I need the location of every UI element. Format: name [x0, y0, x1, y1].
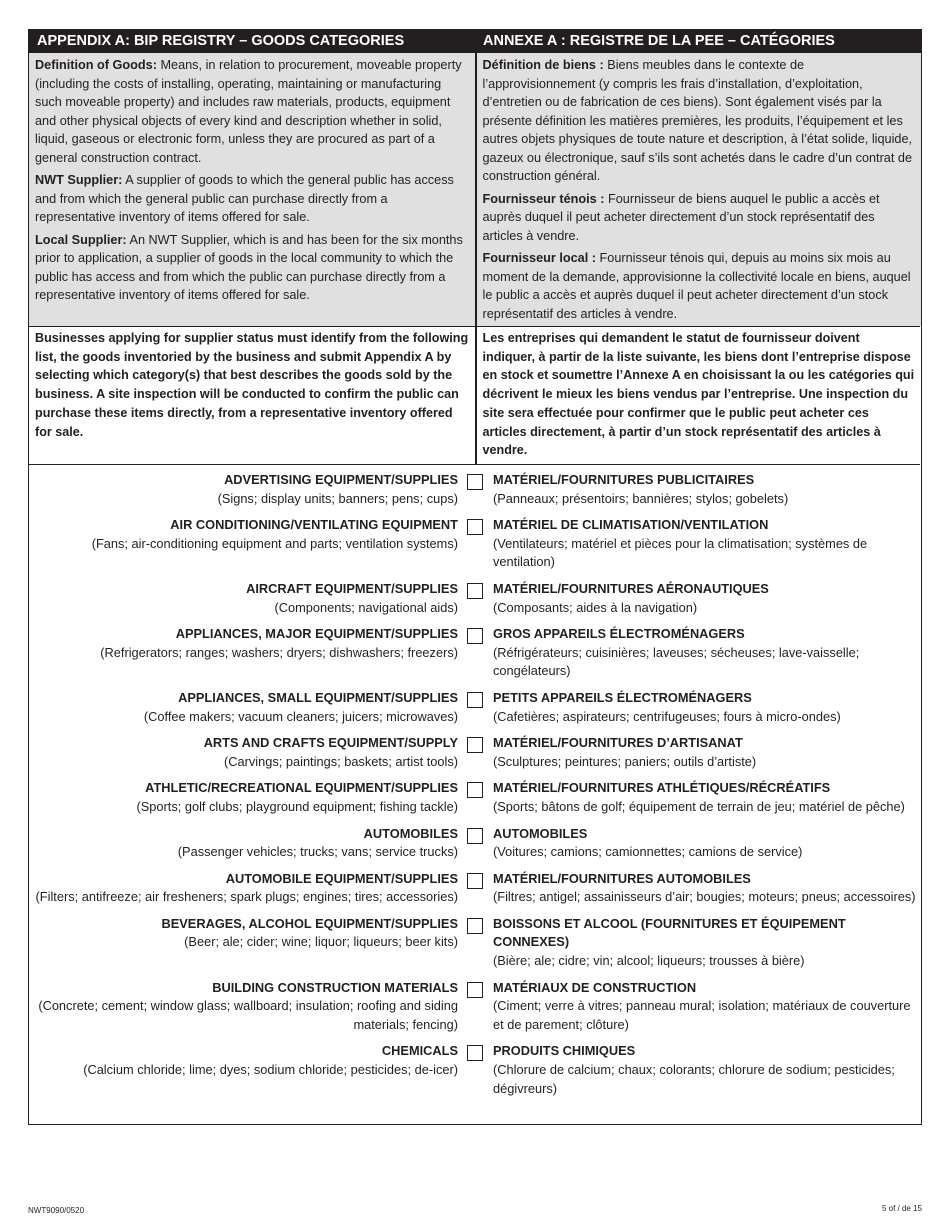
- section-divider: [29, 464, 920, 465]
- category-fr: [493, 625, 919, 681]
- category-row: [29, 979, 920, 1035]
- category-row: [29, 870, 920, 907]
- category-list: [29, 471, 920, 1098]
- category-row: [29, 689, 920, 726]
- category-title-en: AIR CONDITIONING/VENTILATING EQUIPMENT: [170, 517, 458, 533]
- definition-goods-fr: [483, 56, 916, 186]
- category-title-fr: MATÉRIEL/FOURNITURES PUBLICITAIRES: [493, 472, 755, 487]
- category-desc-en: (Refrigerators; ranges; washers; dryers; dishwashers; freezers): [100, 644, 458, 660]
- definitions-fr: [477, 53, 922, 326]
- category-title-fr: PRODUITS CHIMIQUES: [493, 1043, 636, 1059]
- category-title-en: APPLIANCES, SMALL EQUIPMENT/SUPPLIES: [178, 689, 458, 705]
- category-desc-en: (Concrete; cement; window glass; wallboard; insulation; roofing and siding materials; fencing): [38, 998, 458, 1032]
- category-desc-en: (Sports; golf clubs; playground equipment; fishing tackle): [136, 798, 458, 814]
- category-fr: [493, 979, 919, 1035]
- category-title-fr: GROS APPAREILS ÉLECTROMÉNAGERS: [493, 626, 745, 642]
- definition-text: Biens meubles dans le contexte de l’approvisionnement (y compris les frais d’installation, d’exploitation, d’entretien ou de fabrication de ces biens). Sont également visés par la présente définition les matières premières, les produits, l’équipement et les autres objets physiques de toute nature et description, à l’état solide, liquide, gazeux ou électronique, sauf s’ils sont achetés dans le cadre d’un contrat de construction général.: [482, 58, 913, 183]
- definition-term: NWT Supplier:: [35, 173, 123, 187]
- category-checkbox[interactable]: [467, 583, 483, 599]
- category-en: [29, 870, 458, 907]
- category-row: [29, 779, 920, 816]
- category-desc-en: (Signs; display units; banners; pens; cups): [217, 490, 458, 506]
- definition-term: Fournisseur ténois :: [482, 191, 605, 206]
- category-checkbox[interactable]: [467, 782, 483, 798]
- category-checkbox[interactable]: [467, 918, 483, 934]
- category-title-fr: MATÉRIAUX DE CONSTRUCTION: [493, 979, 697, 995]
- category-row: [29, 516, 920, 572]
- definitions-en: [29, 53, 475, 326]
- category-title-en: AUTOMOBILES: [363, 825, 458, 841]
- category-fr: [493, 471, 919, 508]
- category-title-en: BUILDING CONSTRUCTION MATERIALS: [212, 979, 458, 995]
- category-desc-fr: (Filtres; antigel; assainisseurs d’air; bougies; moteurs; pneus; accessoires): [493, 889, 916, 905]
- definition-text: Fournisseur de biens auquel le public a accès et auprès duquel il peut acheter directement d’un stock représentatif des articles à vendre.: [482, 191, 880, 243]
- category-row: [29, 1042, 920, 1098]
- category-desc-fr: (Voitures; camions; camionnettes; camions de service): [493, 844, 803, 860]
- category-title-en: BEVERAGES, ALCOHOL EQUIPMENT/SUPPLIES: [161, 915, 458, 931]
- category-fr: [493, 1042, 919, 1098]
- category-checkbox[interactable]: [467, 474, 483, 490]
- category-title-fr: BOISSONS ET ALCOOL (FOURNITURES ET ÉQUIPEMENT CONNEXES): [493, 915, 846, 950]
- definition-term: Definition of Goods:: [35, 58, 157, 72]
- category-fr: [493, 825, 919, 862]
- definition-nwt-supplier-en: [35, 171, 469, 227]
- definition-term: Définition de biens :: [482, 58, 604, 72]
- category-checkbox[interactable]: [467, 737, 483, 753]
- definition-goods-en: [35, 56, 469, 167]
- category-desc-en: (Calcium chloride; lime; dyes; sodium chloride; pesticides; de-icer): [83, 1062, 458, 1078]
- form-number: NWT9090/0520: [28, 1206, 85, 1215]
- category-desc-en: (Coffee makers; vacuum cleaners; juicers; microwaves): [143, 708, 458, 724]
- instructions-en: Businesses applying for supplier status must identify from the following list, the goods inventoried by the business and submit Appendix A by selecting which category(s) that best describes the goods sold by the business. A site inspection will be conducted to confirm the public can purchase these items directly, from a representative inventory offered for sale.: [35, 331, 469, 439]
- category-checkbox[interactable]: [467, 982, 483, 998]
- category-checkbox[interactable]: [467, 873, 483, 889]
- category-fr: [493, 516, 919, 572]
- category-row: [29, 580, 920, 617]
- category-title-en: CHEMICALS: [381, 1043, 458, 1059]
- category-en: [29, 979, 458, 1035]
- category-checkbox[interactable]: [467, 692, 483, 708]
- definition-local-supplier-en: [35, 231, 469, 305]
- category-desc-fr: (Cafetières; aspirateurs; centrifugeuses; fours à micro-ondes): [493, 708, 841, 724]
- category-desc-en: (Beer; ale; cider; wine; liquor; liqueurs; beer kits): [184, 934, 458, 950]
- category-en: [29, 471, 458, 508]
- definition-term: Fournisseur local :: [482, 251, 597, 265]
- category-desc-en: (Carvings; paintings; baskets; artist tools): [224, 753, 458, 769]
- category-en: [29, 625, 458, 662]
- category-fr: [493, 689, 919, 726]
- category-desc-fr: (Composants; aides à la navigation): [493, 599, 698, 615]
- category-row: [29, 734, 920, 771]
- category-en: [29, 825, 458, 862]
- category-fr: [493, 870, 919, 907]
- category-desc-en: (Filters; antifreeze; air fresheners; spark plugs; engines; tires; accessories): [35, 889, 458, 905]
- category-en: [29, 779, 458, 816]
- category-en: [29, 516, 458, 553]
- definition-term: Local Supplier:: [35, 232, 127, 247]
- category-en: [29, 580, 458, 617]
- instructions-fr: Les entreprises qui demandent le statut de fournisseur doivent indiquer, à partir de la liste suivante, les biens dont l’entreprise dispose en stock et soumettre l’Annexe A en choisissant la ou les catégories qui décrivent le mieux les biens vendus par l’entreprise. Une inspection du site sera effectuée pour confirmer que le public peut acheter ces articles directement, à partir d’un stock représentatif des articles à vendre.: [482, 331, 915, 458]
- category-fr: [493, 580, 919, 617]
- category-desc-fr: (Sculptures; peintures; paniers; outils d’artiste): [493, 753, 757, 769]
- definition-text: A supplier of goods to which the general public has access and from which the general public can purchase directly from a representative inventory of items offered for sale.: [35, 173, 454, 224]
- category-desc-en: (Components; navigational aids): [274, 599, 458, 615]
- category-title-fr: MATÉRIEL/FOURNITURES AUTOMOBILES: [493, 870, 751, 886]
- category-desc-fr: (Sports; bâtons de golf; équipement de terrain de jeu; matériel de pêche): [493, 798, 905, 814]
- category-fr: [493, 779, 919, 816]
- category-desc-fr: (Chlorure de calcium; chaux; colorants; chlorure de sodium; pesticides; dégivreurs): [493, 1062, 895, 1096]
- definition-text: Means, in relation to procurement, moveable property (including the costs of installing, operating, maintaining or manufacturing such moveable property) and includes raw materials, products, equipment and other physical objects of every kind and description whether in solid, liquid, gaseous or electronic form, unless they are procured as part of a general construction contract.: [35, 58, 462, 165]
- category-title-fr: AUTOMOBILES: [493, 825, 588, 841]
- definition-nwt-supplier-fr: [483, 190, 916, 246]
- category-desc-fr: (Panneaux; présentoirs; bannières; stylos; gobelets): [493, 490, 789, 506]
- category-checkbox[interactable]: [467, 828, 483, 844]
- category-desc-fr: (Ventilateurs; matériel et pièces pour la climatisation; systèmes de ventilation): [493, 535, 868, 570]
- appendix-title-fr: ANNEXE A : REGISTRE DE LA PEE – CATÉGORIES: [476, 30, 921, 53]
- category-checkbox[interactable]: [467, 628, 483, 644]
- category-title-en: AUTOMOBILE EQUIPMENT/SUPPLIES: [225, 870, 458, 886]
- category-title-en: ADVERTISING EQUIPMENT/SUPPLIES: [224, 472, 458, 487]
- category-desc-en: (Passenger vehicles; trucks; vans; service trucks): [177, 844, 458, 860]
- category-title-en: APPLIANCES, MAJOR EQUIPMENT/SUPPLIES: [175, 626, 458, 642]
- definition-text: Fournisseur ténois qui, depuis au moins six mois au moment de la demande, approvisionne la collectivité locale en biens, auquel le public a accès et auprès duquel il peut acheter directement d’un stock représentatif des articles à vendre.: [482, 251, 911, 321]
- category-desc-fr: (Bière; ale; cidre; vin; alcool; liqueurs; trousses à bière): [493, 953, 805, 969]
- definition-local-supplier-fr: [483, 249, 916, 323]
- definition-text: An NWT Supplier, which is and has been for the six months prior to application, a supplier of goods in the local community to which the public has access and from which the public can purchase directly from a representative inventory of items offered for sale.: [35, 232, 463, 302]
- category-checkbox[interactable]: [467, 519, 483, 535]
- page-number: 5 of / de 15: [881, 1204, 922, 1213]
- category-en: [29, 689, 458, 726]
- category-desc-fr: (Réfrigérateurs; cuisinières; laveuses; sécheuses; lave-vaisselle; congélateurs): [493, 644, 860, 679]
- category-title-fr: MATÉRIEL/FOURNITURES AÉRONAUTIQUES: [493, 580, 769, 596]
- category-en: [29, 915, 458, 952]
- category-row: [29, 471, 920, 508]
- registry-form: [28, 29, 922, 1125]
- appendix-title-en: APPENDIX A: BIP REGISTRY – GOODS CATEGORIES: [29, 30, 475, 53]
- category-fr: [493, 734, 919, 771]
- category-row: [29, 825, 920, 862]
- category-title-en: AIRCRAFT EQUIPMENT/SUPPLIES: [246, 580, 458, 596]
- category-desc-en: (Fans; air-conditioning equipment and parts; ventilation systems): [91, 535, 458, 551]
- category-title-fr: MATÉRIEL/FOURNITURES ATHLÉTIQUES/RÉCRÉATIFS: [493, 780, 831, 796]
- category-fr: [493, 915, 919, 971]
- category-title-en: ARTS AND CRAFTS EQUIPMENT/SUPPLY: [203, 735, 458, 751]
- category-checkbox[interactable]: [467, 1045, 483, 1061]
- category-title-fr: PETITS APPAREILS ÉLECTROMÉNAGERS: [493, 689, 752, 705]
- category-desc-fr: (Ciment; verre à vitres; panneau mural; isolation; matériaux de couverture et de parement; clôture): [493, 998, 911, 1032]
- category-row: [29, 915, 920, 971]
- category-row: [29, 625, 920, 681]
- category-title-fr: MATÉRIEL/FOURNITURES D’ARTISANAT: [493, 735, 743, 751]
- category-title-fr: MATÉRIEL DE CLIMATISATION/VENTILATION: [493, 517, 769, 533]
- category-en: [29, 1042, 458, 1079]
- category-title-en: ATHLETIC/RECREATIONAL EQUIPMENT/SUPPLIES: [145, 780, 458, 796]
- category-en: [29, 734, 458, 771]
